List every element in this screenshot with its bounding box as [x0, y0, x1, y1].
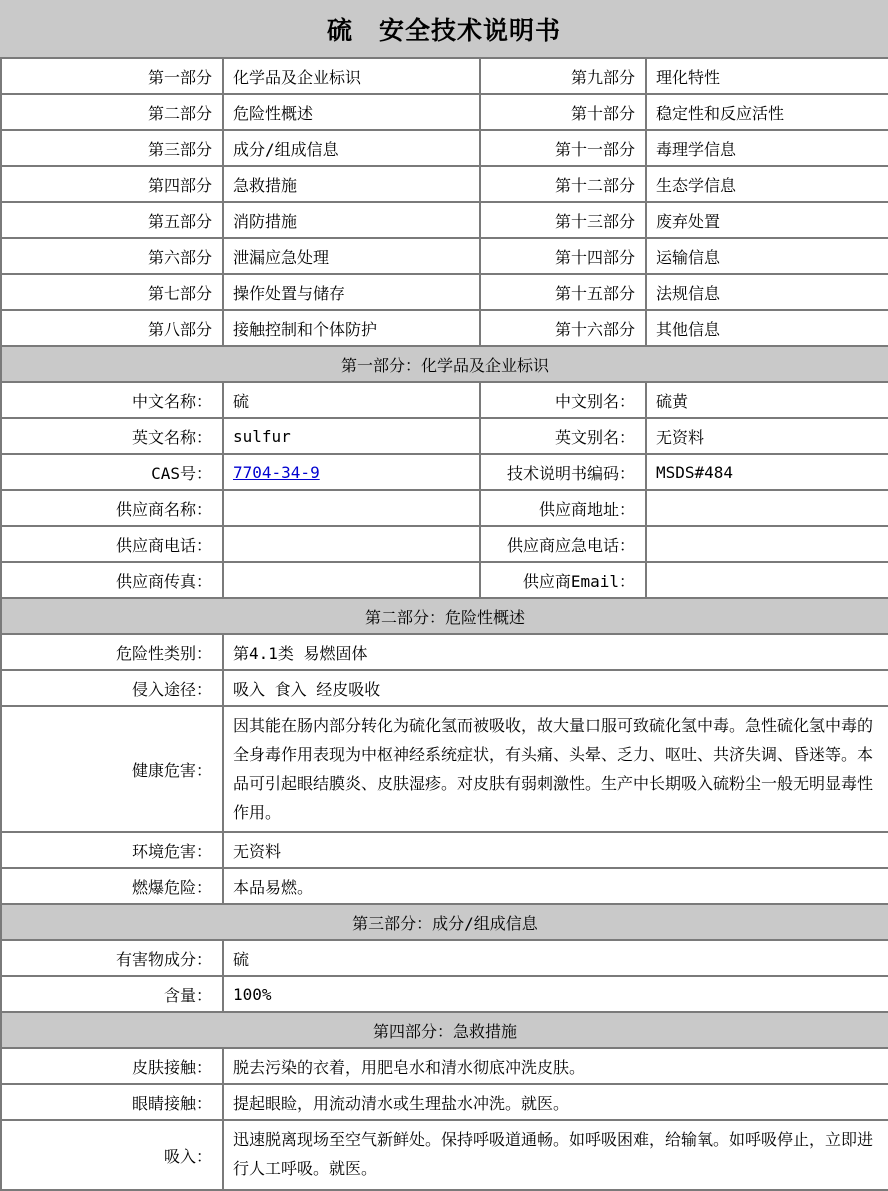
toc-part-label: 第八部分 [2, 311, 224, 347]
toc-section-title: 化学品及企业标识 [224, 59, 481, 95]
field-value: 本品易燃。 [224, 869, 888, 905]
toc-row [2, 203, 888, 239]
toc-part-label: 第十四部分 [481, 239, 647, 275]
section-1-header: 第一部分：化学品及企业标识 [2, 347, 888, 383]
msds-table [0, 57, 888, 1191]
toc-row [2, 311, 888, 347]
field-row [2, 707, 888, 833]
section-2-header: 第二部分：危险性概述 [2, 599, 888, 635]
field-label: 环境危害： [2, 833, 224, 869]
cas-number-link[interactable]: 7704-34-9 [233, 462, 320, 482]
field-label: 供应商应急电话： [481, 527, 647, 563]
field-label: 供应商名称： [2, 491, 224, 527]
field-row [2, 1049, 888, 1085]
toc-part-label: 第五部分 [2, 203, 224, 239]
toc-row [2, 275, 888, 311]
field-label: 有害物成分： [2, 941, 224, 977]
field-value: 提起眼睑，用流动清水或生理盐水冲洗。就医。 [224, 1085, 888, 1121]
toc-section-title: 法规信息 [647, 275, 888, 311]
field-label: 含量： [2, 977, 224, 1013]
field-label: 供应商Email： [481, 563, 647, 599]
field-value [647, 527, 888, 563]
toc-row [2, 167, 888, 203]
toc-part-label: 第三部分 [2, 131, 224, 167]
toc-section-title: 危险性概述 [224, 95, 481, 131]
document-title: 硫 安全技术说明书 [326, 15, 561, 45]
field-label: 供应商电话： [2, 527, 224, 563]
field-label: 侵入途径： [2, 671, 224, 707]
section-header-row [2, 347, 888, 383]
field-value [224, 455, 481, 491]
field-row [2, 833, 888, 869]
field-row [2, 1085, 888, 1121]
field-value [647, 563, 888, 599]
field-label: 英文名称： [2, 419, 224, 455]
toc-part-label: 第十五部分 [481, 275, 647, 311]
toc-section-title: 生态学信息 [647, 167, 888, 203]
field-row [2, 455, 888, 491]
toc-part-label: 第十部分 [481, 95, 647, 131]
toc-row [2, 131, 888, 167]
field-value: 硫黄 [647, 383, 888, 419]
field-label: 危险性类别： [2, 635, 224, 671]
toc-part-label: 第十二部分 [481, 167, 647, 203]
field-row [2, 941, 888, 977]
field-label: CAS号： [2, 455, 224, 491]
field-label: 中文别名： [481, 383, 647, 419]
section-3-header: 第三部分：成分/组成信息 [2, 905, 888, 941]
section-4-header: 第四部分：急救措施 [2, 1013, 888, 1049]
toc-part-label: 第四部分 [2, 167, 224, 203]
field-label: 英文别名： [481, 419, 647, 455]
toc-section-title: 运输信息 [647, 239, 888, 275]
toc-part-label: 第十一部分 [481, 131, 647, 167]
section-header-row [2, 599, 888, 635]
toc-part-label: 第六部分 [2, 239, 224, 275]
toc-part-label: 第二部分 [2, 95, 224, 131]
field-value: sulfur [224, 419, 481, 455]
field-value: 吸入 食入 经皮吸收 [224, 671, 888, 707]
field-label: 供应商传真： [2, 563, 224, 599]
toc-part-label: 第七部分 [2, 275, 224, 311]
field-row [2, 383, 888, 419]
field-label: 眼睛接触： [2, 1085, 224, 1121]
toc-part-label: 第一部分 [2, 59, 224, 95]
field-label: 中文名称： [2, 383, 224, 419]
document-title-bar [0, 0, 888, 57]
toc-section-title: 毒理学信息 [647, 131, 888, 167]
field-row [2, 977, 888, 1013]
field-value: 脱去污染的衣着，用肥皂水和清水彻底冲洗皮肤。 [224, 1049, 888, 1085]
toc-part-label: 第十三部分 [481, 203, 647, 239]
field-value: 硫 [224, 941, 888, 977]
toc-section-title: 接触控制和个体防护 [224, 311, 481, 347]
field-row [2, 563, 888, 599]
field-label: 健康危害： [2, 707, 224, 833]
field-label: 吸入： [2, 1121, 224, 1191]
field-row [2, 635, 888, 671]
field-label: 技术说明书编码： [481, 455, 647, 491]
toc-part-label: 第十六部分 [481, 311, 647, 347]
field-row [2, 527, 888, 563]
field-value: MSDS#484 [647, 455, 888, 491]
field-value [224, 491, 481, 527]
field-value: 硫 [224, 383, 481, 419]
toc-section-title: 其他信息 [647, 311, 888, 347]
field-value: 100% [224, 977, 888, 1013]
toc-section-title: 泄漏应急处理 [224, 239, 481, 275]
section-header-row [2, 1013, 888, 1049]
field-row [2, 419, 888, 455]
toc-section-title: 废弃处置 [647, 203, 888, 239]
toc-section-title: 消防措施 [224, 203, 481, 239]
field-value: 因其能在肠内部分转化为硫化氢而被吸收，故大量口服可致硫化氢中毒。急性硫化氢中毒的全身毒作用表现为中枢神经系统症状，有头痛、头晕、乏力、呕吐、共济失调、昏迷等。本品可引起眼结膜炎、皮肤湿疹。对皮肤有弱刺激性。生产中长期吸入硫粉尘一般无明显毒性作用。 [224, 707, 888, 833]
field-row [2, 1121, 888, 1191]
field-label: 燃爆危险： [2, 869, 224, 905]
field-label: 皮肤接触： [2, 1049, 224, 1085]
toc-row [2, 239, 888, 275]
field-value [647, 491, 888, 527]
toc-section-title: 理化特性 [647, 59, 888, 95]
toc-section-title: 成分/组成信息 [224, 131, 481, 167]
field-value: 无资料 [647, 419, 888, 455]
field-label: 供应商地址： [481, 491, 647, 527]
toc-row [2, 59, 888, 95]
toc-section-title: 操作处置与储存 [224, 275, 481, 311]
field-value: 无资料 [224, 833, 888, 869]
field-row [2, 869, 888, 905]
toc-row [2, 95, 888, 131]
toc-part-label: 第九部分 [481, 59, 647, 95]
field-value [224, 527, 481, 563]
toc-section-title: 稳定性和反应活性 [647, 95, 888, 131]
field-value: 迅速脱离现场至空气新鲜处。保持呼吸道通畅。如呼吸困难，给输氧。如呼吸停止，立即进行人工呼吸。就医。 [224, 1121, 888, 1191]
toc-section-title: 急救措施 [224, 167, 481, 203]
field-row [2, 671, 888, 707]
section-header-row [2, 905, 888, 941]
field-value [224, 563, 481, 599]
field-row [2, 491, 888, 527]
field-value: 第4.1类 易燃固体 [224, 635, 888, 671]
